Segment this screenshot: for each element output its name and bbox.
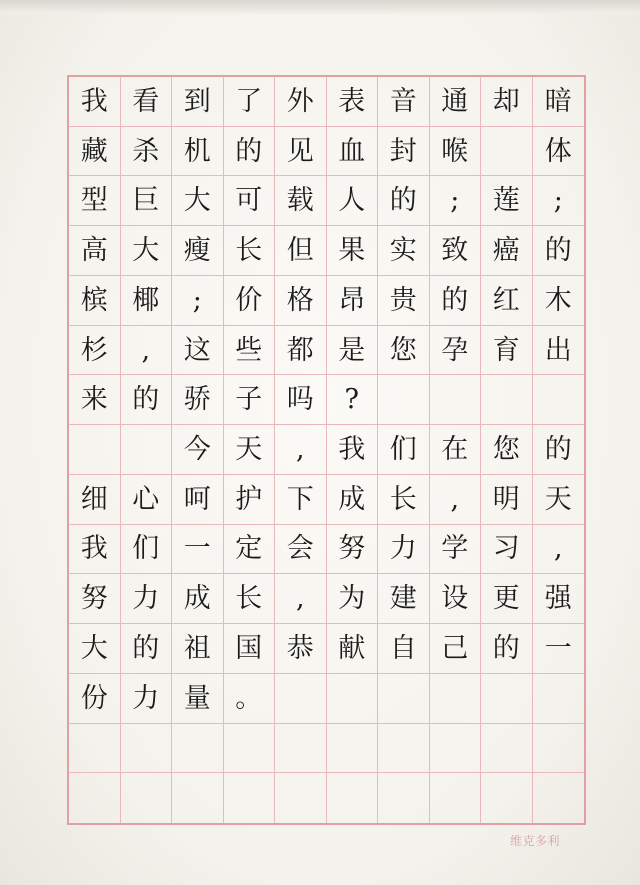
grid-cell: 长 xyxy=(224,226,276,276)
grid-cell: 学 xyxy=(430,525,482,575)
grid-cell: 的 xyxy=(121,624,173,674)
grid-cell xyxy=(275,724,327,774)
grid-cell: 。 xyxy=(224,674,276,724)
grid-cell: 大 xyxy=(69,624,121,674)
grid-cell: 了 xyxy=(224,77,276,127)
grid-cell: 巨 xyxy=(121,176,173,226)
grid-cell: 来 xyxy=(69,375,121,425)
grid-cell xyxy=(533,724,585,774)
grid-cell xyxy=(275,773,327,823)
grid-cell: 们 xyxy=(121,525,173,575)
grid-cell: 木 xyxy=(533,276,585,326)
grid-cell: 子 xyxy=(224,375,276,425)
grid-cell: 喉 xyxy=(430,127,482,177)
grid-cell: 护 xyxy=(224,475,276,525)
grid-cell: 的 xyxy=(533,425,585,475)
grid-cell xyxy=(121,773,173,823)
grid-cell: 国 xyxy=(224,624,276,674)
grid-cell xyxy=(378,674,430,724)
grid-cell: 癌 xyxy=(481,226,533,276)
grid-cell: 藏 xyxy=(69,127,121,177)
grid-cell: 大 xyxy=(121,226,173,276)
grid-cell: 一 xyxy=(172,525,224,575)
grid-cell: 我 xyxy=(69,525,121,575)
paper-top-edge xyxy=(0,0,640,14)
grid-cell: , xyxy=(121,326,173,376)
grid-cell: 贵 xyxy=(378,276,430,326)
grid-cell: 实 xyxy=(378,226,430,276)
grid-cell: 恭 xyxy=(275,624,327,674)
grid-cell: 暗 xyxy=(533,77,585,127)
grid-cell: 一 xyxy=(533,624,585,674)
grid-cell: , xyxy=(430,475,482,525)
grid-cell: 机 xyxy=(172,127,224,177)
grid-cell: 的 xyxy=(533,226,585,276)
grid-cell xyxy=(69,425,121,475)
grid-cell: 强 xyxy=(533,574,585,624)
grid-cell xyxy=(481,674,533,724)
grid-cell: 却 xyxy=(481,77,533,127)
grid-cell: 吗 xyxy=(275,375,327,425)
grid-cell: 见 xyxy=(275,127,327,177)
grid-cell xyxy=(378,724,430,774)
grid-cell: 会 xyxy=(275,525,327,575)
grid-cell: 力 xyxy=(121,674,173,724)
grid-cell: 人 xyxy=(327,176,379,226)
grid-cell: ; xyxy=(430,176,482,226)
grid-cell: ; xyxy=(533,176,585,226)
grid-cell: 今 xyxy=(172,425,224,475)
grid-cell: 己 xyxy=(430,624,482,674)
grid-cell xyxy=(224,724,276,774)
grid-cell: 的 xyxy=(224,127,276,177)
grid-cell: 我 xyxy=(327,425,379,475)
grid-cell xyxy=(275,674,327,724)
grid-cell: 高 xyxy=(69,226,121,276)
grid-cell: 习 xyxy=(481,525,533,575)
grid-cell: 杀 xyxy=(121,127,173,177)
grid-cell xyxy=(172,773,224,823)
grid-cell: 自 xyxy=(378,624,430,674)
grid-cell: 细 xyxy=(69,475,121,525)
writing-grid xyxy=(67,75,586,825)
grid-cell: 育 xyxy=(481,326,533,376)
grid-cell: 天 xyxy=(224,425,276,475)
grid-cell: 的 xyxy=(481,624,533,674)
grid-cell: 封 xyxy=(378,127,430,177)
grid-cell: 明 xyxy=(481,475,533,525)
grid-cell xyxy=(69,724,121,774)
grid-cell: 格 xyxy=(275,276,327,326)
grid-cell: 定 xyxy=(224,525,276,575)
grid-cell: 下 xyxy=(275,475,327,525)
grid-cell: 心 xyxy=(121,475,173,525)
grid-cell xyxy=(121,724,173,774)
grid-cell: 在 xyxy=(430,425,482,475)
grid-cell: 天 xyxy=(533,475,585,525)
grid-cell: 杉 xyxy=(69,326,121,376)
grid-cell xyxy=(533,375,585,425)
grid-cell xyxy=(481,773,533,823)
grid-cell: 通 xyxy=(430,77,482,127)
grid-cell: 出 xyxy=(533,326,585,376)
grid-cell: , xyxy=(275,574,327,624)
grid-cell: 红 xyxy=(481,276,533,326)
grid-cell: 到 xyxy=(172,77,224,127)
grid-cell xyxy=(172,724,224,774)
grid-cell: 瘦 xyxy=(172,226,224,276)
grid-cell: 些 xyxy=(224,326,276,376)
grid-cell: 价 xyxy=(224,276,276,326)
grid-cell xyxy=(430,375,482,425)
grid-cell: ; xyxy=(172,276,224,326)
grid-cell: 努 xyxy=(69,574,121,624)
grid-cell: 音 xyxy=(378,77,430,127)
grid-cell: 您 xyxy=(378,326,430,376)
grid-cell: 更 xyxy=(481,574,533,624)
grid-cell: 表 xyxy=(327,77,379,127)
grid-cell: 成 xyxy=(327,475,379,525)
grid-cell: 建 xyxy=(378,574,430,624)
grid-cell: ? xyxy=(327,375,379,425)
grid-cell: 载 xyxy=(275,176,327,226)
grid-cell: 的 xyxy=(121,375,173,425)
grid-cell: 骄 xyxy=(172,375,224,425)
grid-cell xyxy=(121,425,173,475)
grid-cell xyxy=(327,773,379,823)
grid-cell: 是 xyxy=(327,326,379,376)
grid-cell xyxy=(481,127,533,177)
grid-cell: 孕 xyxy=(430,326,482,376)
grid-cell xyxy=(481,375,533,425)
grid-cell: 们 xyxy=(378,425,430,475)
grid-cell: 可 xyxy=(224,176,276,226)
grid-cell: 的 xyxy=(430,276,482,326)
grid-cell xyxy=(327,674,379,724)
grid-cell: 椰 xyxy=(121,276,173,326)
grid-cell xyxy=(481,724,533,774)
grid-cell: 都 xyxy=(275,326,327,376)
grid-cell: 设 xyxy=(430,574,482,624)
grid-cell: 昂 xyxy=(327,276,379,326)
grid-cell xyxy=(533,674,585,724)
grid-cell: 力 xyxy=(121,574,173,624)
grid-cell: 外 xyxy=(275,77,327,127)
grid-cell xyxy=(69,773,121,823)
grid-cell: 大 xyxy=(172,176,224,226)
grid-cell xyxy=(533,773,585,823)
grid-cell xyxy=(378,773,430,823)
grid-cell: 体 xyxy=(533,127,585,177)
watermark: 维克多利 xyxy=(510,834,561,848)
grid-cell: 长 xyxy=(378,475,430,525)
grid-cell: 血 xyxy=(327,127,379,177)
grid-cell: 我 xyxy=(69,77,121,127)
grid-cell: 致 xyxy=(430,226,482,276)
grid-cell: , xyxy=(275,425,327,475)
grid-cell: 力 xyxy=(378,525,430,575)
grid-cell xyxy=(378,375,430,425)
grid-cell: 长 xyxy=(224,574,276,624)
grid-cell xyxy=(327,724,379,774)
grid-cell: 呵 xyxy=(172,475,224,525)
grid-cell: 莲 xyxy=(481,176,533,226)
grid-cell: 成 xyxy=(172,574,224,624)
grid-cell xyxy=(430,724,482,774)
grid-cell: , xyxy=(533,525,585,575)
grid-cell: 看 xyxy=(121,77,173,127)
grid-cell: 努 xyxy=(327,525,379,575)
grid-cell: 祖 xyxy=(172,624,224,674)
grid-cell: 这 xyxy=(172,326,224,376)
grid-cell: 的 xyxy=(378,176,430,226)
grid-cell xyxy=(224,773,276,823)
grid-cell xyxy=(430,773,482,823)
grid-cell: 槟 xyxy=(69,276,121,326)
grid-cell: 果 xyxy=(327,226,379,276)
grid-cell xyxy=(430,674,482,724)
grid-cell: 但 xyxy=(275,226,327,276)
grid-cell: 份 xyxy=(69,674,121,724)
grid-cell: 型 xyxy=(69,176,121,226)
grid-cell: 您 xyxy=(481,425,533,475)
grid-cell: 献 xyxy=(327,624,379,674)
grid-cell: 量 xyxy=(172,674,224,724)
grid-cell: 为 xyxy=(327,574,379,624)
